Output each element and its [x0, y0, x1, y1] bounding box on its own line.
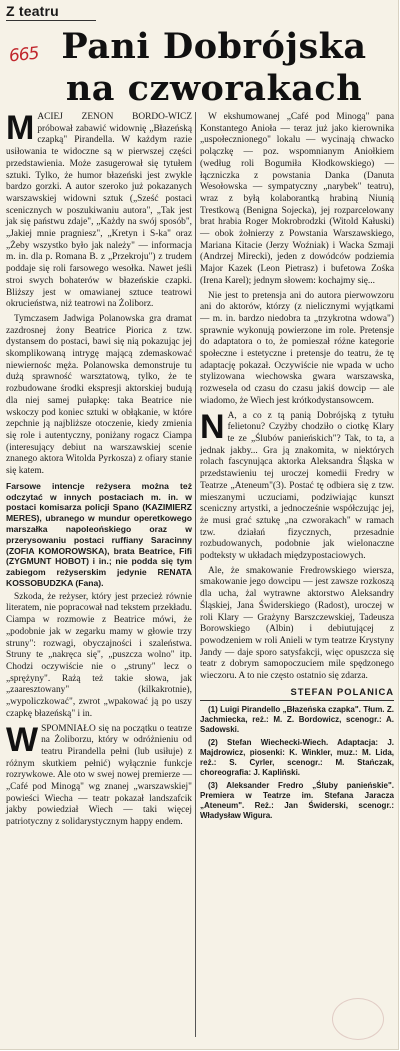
paragraph: Tymczasem Jadwiga Polanowska gra dramat zazdrosnej żony Beatrice Piorica z tzw. dystansem do postaci, bawi się nią pokazując jej skomplikowaną intrygę mającą zdemaskować niewiernośc męża. Polanowska demonstruje tu dużą sprawność warsztatową, tylko, że te rozbudowane środki ekspresji aktorskiej budują dla niej samej pułapkę: taka Beatrice nie wskoczy pod koniec sztuki w obłąkanie, w które zepchnie ją najbliższe otoczenie, kiedy zmienia się role i autentyczny, poniżany rogacz Ciampa (interesujący debiut na warszawskiej scenie znanego aktora Witolda Pyrkosza) z ofiary stanie się katem.	[6, 313, 192, 477]
footnote: (1) Luigi Pirandello „Błazeńska czapka". Tłum. Z. Jachmiecka, reż.: M. Z. Bordowicz, scenogr.: A. Sadowski.	[200, 705, 394, 735]
drop-cap: N	[200, 407, 225, 446]
article-title: Pani Dobrójska na czworakach	[61, 26, 367, 109]
paragraph: W ekshumowanej „Café pod Minogą" pana Konstantego Anioła — teraz już jako kierownika „uspołecznionego" lokalu — wycinają chwacko polączkę — poz. wspomnianym Aniołkiem (według roli Bogumiła Kłodkowskiego) — łączniczka z powstania Danka (Danuta Wesołowska — sympatyczny „narybek" teatru), wraz z byłą kolaborantką hrabiną Niunią Trestkową (Benigna Sojecka), jej rozparcelowany brat hrabia Roger Mokrobrodzki (Witold Kałuski) — obok żołnierzy z Powstania Warszawskiego, Mariana Kitacie (Jerzy Woźniak) i Wacka Szmaji (Andrzej Mirecki), jeden z dowódców podziemia Major Kazek (Leon Pietrasz) i bufetowa Zośka (Irena Karel); jednym słowem: kochajmy się...	[200, 112, 394, 286]
footnote: (2) Stefan Wiechecki-Wiech. Adaptacja: J. Majdrowicz, piosenki: K. Winkler, muz.: M. Lida, reż.: S. Cyrler, scenogr.: M. Stańczak, choreografia: J. Kapliński.	[200, 738, 394, 778]
handwritten-number: 665	[8, 43, 40, 67]
right-column	[200, 112, 394, 824]
paragraph: Ale, że smakowanie Fredrowskiego wiersza, smakowanie jego dowcipu — jest zawsze rozkoszą dla ucha, żal wytrawne aktorstwo Aleksandry Śląskiej, Jana Świderskiego (Radost), uroczej w roli Klary — Grażyny Barszczewskiej, Tadeusza Borowskiego (Albin) i debiutującej z powodzeniem w roli Anieli w tym teatrze Krystyny Jandy — daje sporo satysfakcji, więc opuszcza się teatr z dobrym samopoczuciem mile spędzonego wieczoru. A to nie często ostatnio się zdarza.	[200, 565, 394, 682]
drop-cap: W	[6, 720, 39, 759]
footnote-divider	[200, 700, 394, 701]
left-column	[6, 109, 192, 832]
paragraph: N A, a co z tą panią Dobrójską z tytułu felietonu? Czyżby chodziło o ciotkę Klary te ze „Ślubów panieńskich"? Tak, to ta, a jednak jakby... Gra ją znakomita, w niektórych rolach fascynująca aktorka Aleksandra Śląska w przedstawieniu tej uroczej komedii Fredry w Teatrze „Ateneum"(3). Postać tę odbiera się z tzw. mieszanymi uczuciami, podziwiając kunszt sceniczny artystki, a jednocześnie współczując jej, że musi grać sztukę „na czworakach" w ramach tzw. działań fizycznych, przesadnie rozbudowanych, podobnie jak wielonaczne podteksty w układach międzypostaciowych.	[200, 407, 394, 562]
paragraph: WSPOMNIAŁO się na początku o teatrze na Żoliborzu, który w odróżnieniu od teatru Pirandella pełni (lub usiłuje) z różnym skutkiem pełnić) wyłącznie funkcje rozrywkowe. Ale oto w swej nowej premierze — „Café pod Minogą" wg znanej „warszawskiej" powieści Wiecha — teatr pokazał landszafcik jakby powiedział Wiech — taki więcej patriotyczny z solidarystycznym happy endem.	[6, 720, 192, 828]
footnote: (3) Aleksander Fredro „Śluby panieńskie". Premiera w Teatrze im. Stefana Jaracza „Ateneum". Reż.: Jan Świderski, scenogr.: Władysław Wigura.	[200, 781, 394, 821]
section-header: Z teatru	[6, 3, 59, 19]
paragraph: Nie jest to pretensja ani do autora pierwowzoru ani do aktorów, którzy (z nielicznymi wyjątkami — m. in. bardzo niedobra ta „trzykrotna wdowa") sprawnie wykonują powierzone im role. Pretensje do adaptatora o to, że pomieszał różne kategorie społeczne i estetyczne i pretensje do teatru, że tę adaptację pokazał. Oczywiście nie wpada w ucho stylizowana wiechowska gwara warszawska, rozwesela od czasu do czasu jakiś dowcip — ale wiadomo, że Wiech jest krótkodystansowcem.	[200, 290, 394, 406]
column-divider	[195, 112, 196, 1037]
drop-cap: M	[6, 109, 35, 147]
paragraph-intro: MACIEJ ZENON BORDO-WICZ próbował zabawić widownię „Błazeńską czapką" Pirandella. W każdym razie usiłowania te widoczne są w pierwszej części przedstawienia. Może zasugerował się tytułem sztuki. Tylko, że humor błazeński jest zwykle bardzo gorzki. A autor szeroko już pokazanych warszawskiej widowni sztuk („Sześć postaci scenicznych w poszukiwaniu autora", „Tak jest jak się państwu zdaje", „Każdy na swój sposób", „Jakiej mnie pragniesz", „Kretyn i S-ka" oraz „Żeby wszystko było jak należy" — informacja m. in. dla p. Romana B. z „Przekroju") z trudem poddaje się roli farsowego wesołka. Nawet jeśli stroi swych bohaterów w błazeńskie czapki. Bliższy jest w omawianej sztuce teatrowi okrucieństwa, niż teatrowi na Żoliborz.	[6, 109, 192, 310]
section-rule	[6, 20, 96, 21]
paragraph: Szkoda, że reżyser, który jest przecież równie literatem, nie popracował nad tekstem przekładu. Ciampa w rozmowie z Beatrice mówi, że „podobnie jak w zegarku mamy w głowie trzy struny": rozwagi, obyczajności i szaleństwa. Struny te „nakręca się", „puszcza wolno" itp. Chodzi oczywiście nie o „struny" lecz o „sprężyny". Rażą też takie słowa, jak „zaaresztowany" (kilkakrotnie), „wypoliczkować", zwrot „wpakować ją po uszy czapkę błazeńską" i in.	[6, 591, 192, 719]
cast-note: Farsowe intencje reżysera można też odczytać w innych postaciach m. in. w postaci komisarza policji Spano (KAZIMIERZ MERES), ubranego w mundur operetkowego marszałka napoleońskiego oraz w przerysowaniu postaci ruffiany Saracinny (ZOFIA KOMOROWSKA), brata Beatrice, Fifi (ZYGMUNT HOBOT) i in.; nie podda się tym zabiegom reżyserskim jedynie RENATA KOSSOBUDZKA (Fana).	[6, 480, 192, 588]
library-stamp	[332, 998, 384, 1040]
author-signature: STEFAN POLANICA	[290, 685, 394, 697]
